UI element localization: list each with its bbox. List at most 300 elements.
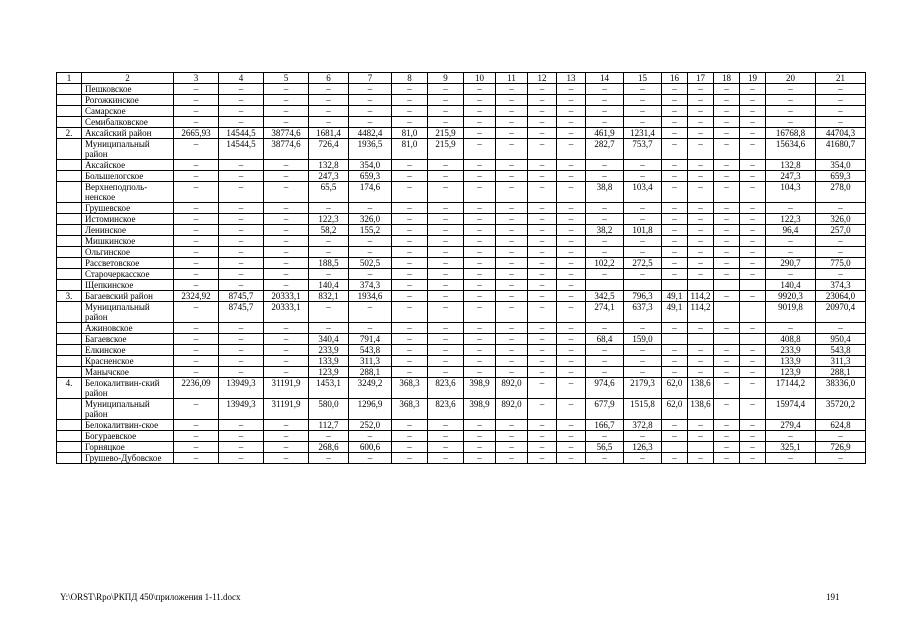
value-cell: –	[557, 291, 586, 302]
value-cell: –	[219, 258, 264, 269]
value-cell: –	[557, 95, 586, 106]
value-cell: 133,9	[309, 356, 349, 367]
value-cell: –	[586, 95, 624, 106]
value-cell: –	[662, 345, 688, 356]
value-cell: 247,3	[766, 171, 816, 182]
value-cell: –	[464, 106, 496, 117]
value-cell: –	[392, 171, 428, 182]
value-cell: 188,5	[309, 258, 349, 269]
territory-name-cell: Муниципальный район	[82, 399, 174, 420]
value-cell: –	[174, 117, 219, 128]
value-cell: –	[349, 323, 392, 334]
value-cell: –	[309, 117, 349, 128]
value-cell: 1681,4	[309, 128, 349, 139]
value-cell: –	[464, 128, 496, 139]
table-row	[57, 453, 866, 464]
value-cell	[662, 280, 688, 291]
value-cell: –	[428, 182, 464, 203]
value-cell: –	[528, 442, 557, 453]
value-cell: –	[586, 214, 624, 225]
value-cell: 1515,8	[624, 399, 662, 420]
value-cell: –	[264, 95, 309, 106]
row-number-cell	[57, 280, 82, 291]
value-cell: –	[557, 356, 586, 367]
value-cell: –	[816, 453, 866, 464]
value-cell: –	[557, 236, 586, 247]
value-cell: –	[496, 214, 528, 225]
value-cell: 138,6	[688, 378, 714, 399]
value-cell: –	[624, 345, 662, 356]
territory-name-cell: Муниципальный район	[82, 302, 174, 323]
value-cell: –	[264, 117, 309, 128]
value-cell: –	[714, 378, 740, 399]
value-cell: –	[816, 84, 866, 95]
value-cell: –	[496, 203, 528, 214]
value-cell: –	[528, 291, 557, 302]
value-cell: –	[528, 171, 557, 182]
value-cell: –	[264, 442, 309, 453]
value-cell: –	[496, 367, 528, 378]
table-row	[57, 171, 866, 182]
value-cell: 659,3	[816, 171, 866, 182]
value-cell: –	[816, 236, 866, 247]
value-cell: –	[392, 356, 428, 367]
table-row	[57, 431, 866, 442]
value-cell: –	[219, 334, 264, 345]
territory-name-cell: Ольгинское	[82, 247, 174, 258]
value-cell: –	[428, 269, 464, 280]
column-header: 10	[464, 73, 496, 84]
value-cell: –	[496, 453, 528, 464]
value-cell: –	[740, 95, 766, 106]
value-cell: 368,3	[392, 399, 428, 420]
value-cell: –	[349, 95, 392, 106]
row-number-cell	[57, 269, 82, 280]
value-cell: –	[428, 203, 464, 214]
table-row	[57, 117, 866, 128]
column-header: 6	[309, 73, 349, 84]
value-cell: –	[688, 269, 714, 280]
row-number-cell	[57, 302, 82, 323]
value-cell: –	[624, 269, 662, 280]
value-cell: –	[174, 160, 219, 171]
value-cell: –	[528, 345, 557, 356]
value-cell: –	[557, 378, 586, 399]
value-cell: –	[816, 323, 866, 334]
value-cell: 49,1	[662, 302, 688, 323]
value-cell: –	[392, 420, 428, 431]
value-cell	[688, 334, 714, 345]
column-header: 19	[740, 73, 766, 84]
column-header: 5	[264, 73, 309, 84]
value-cell: –	[586, 247, 624, 258]
column-header: 18	[714, 73, 740, 84]
value-cell: –	[766, 269, 816, 280]
value-cell: –	[428, 420, 464, 431]
row-number-cell	[57, 95, 82, 106]
value-cell: 2665,93	[174, 128, 219, 139]
value-cell: –	[309, 84, 349, 95]
value-cell: –	[557, 247, 586, 258]
value-cell: –	[624, 214, 662, 225]
value-cell	[714, 334, 740, 345]
row-number-cell: 4.	[57, 378, 82, 399]
value-cell: –	[309, 269, 349, 280]
territory-name-cell: Грушево-Дубовское	[82, 453, 174, 464]
value-cell: –	[586, 106, 624, 117]
value-cell: –	[428, 291, 464, 302]
value-cell: –	[428, 345, 464, 356]
value-cell: –	[662, 258, 688, 269]
value-cell: –	[624, 203, 662, 214]
table-row	[57, 334, 866, 345]
row-number-cell: 3.	[57, 291, 82, 302]
value-cell: –	[264, 453, 309, 464]
value-cell: 340,4	[309, 334, 349, 345]
value-cell: –	[496, 128, 528, 139]
value-cell: –	[714, 258, 740, 269]
value-cell: –	[464, 334, 496, 345]
table-row	[57, 323, 866, 334]
value-cell: –	[557, 214, 586, 225]
value-cell: –	[740, 128, 766, 139]
table-row	[57, 106, 866, 117]
value-cell: –	[464, 182, 496, 203]
value-cell: –	[428, 225, 464, 236]
value-cell: –	[174, 203, 219, 214]
value-cell: 2236,09	[174, 378, 219, 399]
value-cell: –	[264, 356, 309, 367]
value-cell: 132,8	[309, 160, 349, 171]
value-cell: –	[428, 442, 464, 453]
value-cell: –	[688, 356, 714, 367]
value-cell: –	[219, 442, 264, 453]
value-cell: –	[662, 139, 688, 160]
value-cell: –	[688, 139, 714, 160]
value-cell: –	[557, 399, 586, 420]
value-cell: –	[557, 84, 586, 95]
value-cell: 311,3	[816, 356, 866, 367]
value-cell: 624,8	[816, 420, 866, 431]
value-cell: –	[528, 356, 557, 367]
value-cell: –	[688, 214, 714, 225]
value-cell: –	[766, 323, 816, 334]
value-cell: –	[586, 356, 624, 367]
value-cell: –	[174, 420, 219, 431]
value-cell: –	[662, 356, 688, 367]
value-cell: –	[464, 236, 496, 247]
value-cell: –	[714, 453, 740, 464]
value-cell: 81,0	[392, 139, 428, 160]
row-number-cell	[57, 225, 82, 236]
value-cell: 132,8	[766, 160, 816, 171]
value-cell: –	[740, 323, 766, 334]
value-cell: 8745,7	[219, 302, 264, 323]
row-number-cell	[57, 345, 82, 356]
value-cell: –	[264, 420, 309, 431]
row-number-cell	[57, 356, 82, 367]
value-cell: 368,3	[392, 378, 428, 399]
value-cell: –	[662, 84, 688, 95]
value-cell: –	[662, 431, 688, 442]
value-cell: –	[557, 160, 586, 171]
value-cell: –	[264, 214, 309, 225]
value-cell: –	[688, 236, 714, 247]
value-cell: –	[740, 269, 766, 280]
territory-name-cell: Семибалковское	[82, 117, 174, 128]
value-cell: –	[464, 323, 496, 334]
territory-name-cell: Старочеркасское	[82, 269, 174, 280]
value-cell: –	[662, 128, 688, 139]
value-cell: –	[264, 84, 309, 95]
value-cell: –	[174, 106, 219, 117]
value-cell: –	[264, 345, 309, 356]
value-cell: 268,6	[309, 442, 349, 453]
value-cell: –	[557, 203, 586, 214]
value-cell: –	[740, 420, 766, 431]
value-cell: –	[557, 117, 586, 128]
value-cell: 126,3	[624, 442, 662, 453]
value-cell: –	[174, 345, 219, 356]
value-cell: –	[714, 431, 740, 442]
value-cell: –	[174, 214, 219, 225]
row-number-cell	[57, 258, 82, 269]
value-cell: 372,8	[624, 420, 662, 431]
value-cell: –	[309, 453, 349, 464]
value-cell: 15634,6	[766, 139, 816, 160]
value-cell: 16768,8	[766, 128, 816, 139]
value-cell: –	[766, 117, 816, 128]
value-cell: –	[428, 453, 464, 464]
value-cell: 155,2	[349, 225, 392, 236]
value-cell	[662, 334, 688, 345]
value-cell: –	[528, 128, 557, 139]
value-cell: –	[688, 420, 714, 431]
value-cell: –	[219, 95, 264, 106]
row-number-cell	[57, 236, 82, 247]
value-cell: 62,0	[662, 378, 688, 399]
value-cell: –	[496, 139, 528, 160]
value-cell: –	[714, 160, 740, 171]
value-cell: –	[392, 160, 428, 171]
value-cell: –	[662, 171, 688, 182]
value-cell: –	[714, 171, 740, 182]
value-cell: –	[174, 356, 219, 367]
value-cell: –	[428, 106, 464, 117]
row-number-cell	[57, 117, 82, 128]
value-cell	[586, 280, 624, 291]
value-cell: 96,4	[766, 225, 816, 236]
value-cell: 1296,9	[349, 399, 392, 420]
value-cell: –	[174, 225, 219, 236]
value-cell: 166,7	[586, 420, 624, 431]
value-cell: –	[309, 247, 349, 258]
value-cell: –	[816, 106, 866, 117]
territory-name-cell: Большелогское	[82, 171, 174, 182]
value-cell: 252,0	[349, 420, 392, 431]
value-cell: –	[528, 367, 557, 378]
territory-name-cell: Самарское	[82, 106, 174, 117]
value-cell: –	[428, 247, 464, 258]
value-cell: –	[528, 117, 557, 128]
value-cell: –	[740, 367, 766, 378]
column-header: 16	[662, 73, 688, 84]
data-table-container	[56, 72, 856, 464]
table-row	[57, 236, 866, 247]
value-cell: –	[464, 431, 496, 442]
value-cell: 950,4	[816, 334, 866, 345]
value-cell: –	[714, 367, 740, 378]
value-cell: –	[309, 431, 349, 442]
value-cell: –	[816, 203, 866, 214]
value-cell: –	[174, 84, 219, 95]
table-row	[57, 95, 866, 106]
value-cell: 282,7	[586, 139, 624, 160]
value-cell: –	[496, 160, 528, 171]
value-cell: –	[528, 269, 557, 280]
value-cell: –	[586, 431, 624, 442]
value-cell: –	[219, 345, 264, 356]
value-cell: –	[688, 160, 714, 171]
table-row	[57, 302, 866, 323]
column-header: 20	[766, 73, 816, 84]
row-number-cell	[57, 214, 82, 225]
value-cell: –	[688, 323, 714, 334]
table-row	[57, 214, 866, 225]
value-cell: 288,1	[349, 367, 392, 378]
value-cell: –	[662, 453, 688, 464]
value-cell: –	[688, 128, 714, 139]
value-cell: –	[528, 323, 557, 334]
value-cell: –	[496, 84, 528, 95]
value-cell: –	[428, 323, 464, 334]
value-cell: –	[496, 345, 528, 356]
table-row	[57, 367, 866, 378]
value-cell: 543,8	[349, 345, 392, 356]
value-cell: –	[464, 258, 496, 269]
value-cell: –	[586, 367, 624, 378]
value-cell: 398,9	[464, 378, 496, 399]
value-cell: –	[662, 95, 688, 106]
value-cell: 677,9	[586, 399, 624, 420]
value-cell: –	[464, 171, 496, 182]
table-row	[57, 345, 866, 356]
value-cell: 461,9	[586, 128, 624, 139]
value-cell: –	[766, 84, 816, 95]
value-cell: 215,9	[428, 139, 464, 160]
value-cell: –	[349, 84, 392, 95]
value-cell: –	[714, 214, 740, 225]
value-cell: –	[557, 302, 586, 323]
value-cell: –	[528, 182, 557, 203]
value-cell: –	[662, 323, 688, 334]
value-cell: –	[557, 171, 586, 182]
row-number-cell	[57, 367, 82, 378]
value-cell: 140,4	[766, 280, 816, 291]
value-cell: –	[392, 442, 428, 453]
value-cell: –	[309, 106, 349, 117]
value-cell: –	[496, 225, 528, 236]
value-cell: –	[264, 431, 309, 442]
value-cell: 257,0	[816, 225, 866, 236]
row-number-cell: 2.	[57, 128, 82, 139]
value-cell: –	[349, 117, 392, 128]
value-cell: 8745,7	[219, 291, 264, 302]
value-cell: –	[392, 117, 428, 128]
territory-name-cell: Елкинское	[82, 345, 174, 356]
value-cell: –	[662, 420, 688, 431]
value-cell: –	[740, 356, 766, 367]
value-cell: 354,0	[816, 160, 866, 171]
value-cell: –	[557, 345, 586, 356]
value-cell: –	[662, 367, 688, 378]
territory-name-cell: Красненское	[82, 356, 174, 367]
value-cell: –	[264, 323, 309, 334]
value-cell: 133,9	[766, 356, 816, 367]
value-cell: –	[392, 280, 428, 291]
value-cell: –	[586, 345, 624, 356]
value-cell: –	[349, 302, 392, 323]
value-cell: –	[392, 367, 428, 378]
value-cell: 892,0	[496, 399, 528, 420]
value-cell: –	[392, 84, 428, 95]
value-cell: –	[766, 95, 816, 106]
territory-name-cell: Щепкинское	[82, 280, 174, 291]
value-cell: –	[714, 420, 740, 431]
value-cell: –	[586, 453, 624, 464]
value-cell: 2324,92	[174, 291, 219, 302]
territory-name-cell: Истоминское	[82, 214, 174, 225]
value-cell: 104,3	[766, 182, 816, 203]
row-number-cell	[57, 106, 82, 117]
value-cell: 81,0	[392, 128, 428, 139]
value-cell: –	[309, 302, 349, 323]
value-cell: –	[624, 95, 662, 106]
value-cell: –	[688, 95, 714, 106]
value-cell: –	[740, 160, 766, 171]
column-header: 11	[496, 73, 528, 84]
value-cell: –	[714, 291, 740, 302]
value-cell: 892,0	[496, 378, 528, 399]
value-cell: –	[174, 399, 219, 420]
table-body	[57, 84, 866, 464]
value-cell: –	[428, 258, 464, 269]
value-cell: 114,2	[688, 291, 714, 302]
value-cell: –	[586, 84, 624, 95]
value-cell: –	[557, 225, 586, 236]
value-cell: –	[309, 323, 349, 334]
value-cell: –	[740, 236, 766, 247]
value-cell: 14544,5	[219, 128, 264, 139]
value-cell: –	[428, 302, 464, 323]
value-cell: –	[816, 95, 866, 106]
table-row	[57, 399, 866, 420]
footer-file-path: Y:\ORST\Rpo\РКПД 450\приложения 1-11.docx	[60, 592, 241, 602]
value-cell: –	[740, 203, 766, 214]
value-cell: –	[662, 106, 688, 117]
value-cell: 1231,4	[624, 128, 662, 139]
value-cell: –	[624, 247, 662, 258]
value-cell	[688, 280, 714, 291]
territory-name-cell: Ленинское	[82, 225, 174, 236]
value-cell	[624, 280, 662, 291]
value-cell: –	[586, 323, 624, 334]
value-cell: –	[309, 236, 349, 247]
value-cell: –	[219, 214, 264, 225]
value-cell: –	[174, 323, 219, 334]
row-number-cell	[57, 399, 82, 420]
value-cell: –	[392, 269, 428, 280]
